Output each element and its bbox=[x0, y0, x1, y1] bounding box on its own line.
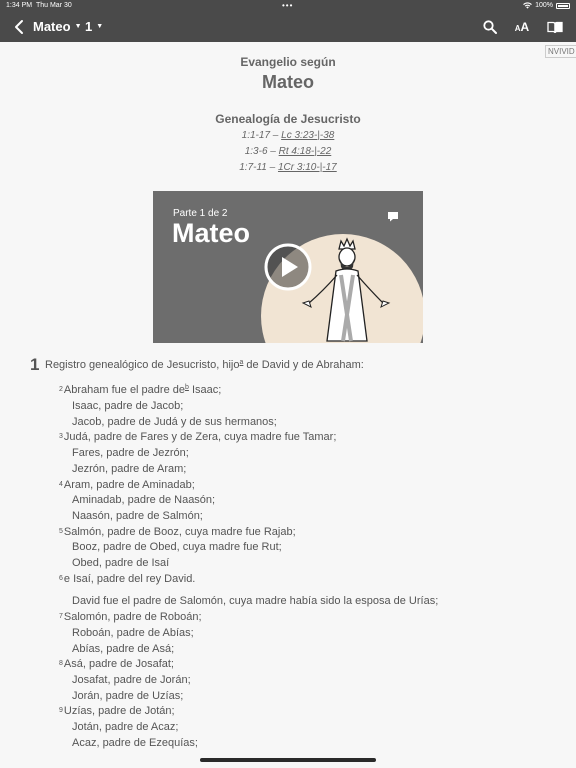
cross-reference-link[interactable]: Rt 4:18-|-22 bbox=[278, 146, 332, 157]
verse-text: David fue el padre de Salomón, cuya madre había sido la esposa de Urías; bbox=[72, 595, 439, 608]
play-icon[interactable] bbox=[264, 243, 312, 291]
cross-reference-link[interactable]: Lc 3:23-|-38 bbox=[281, 130, 335, 141]
verse-text: Roboán, padre de Abías; bbox=[72, 626, 194, 639]
open-book-icon bbox=[547, 21, 563, 34]
battery-icon bbox=[556, 3, 570, 9]
verse-line bbox=[72, 400, 183, 412]
verse-text: Aram, padre de Aminadab; bbox=[63, 478, 195, 491]
verse-text: Isaac, padre de Jacob; bbox=[72, 400, 184, 412]
caret-down-icon: ▼ bbox=[96, 23, 104, 30]
status-right bbox=[523, 2, 570, 9]
battery-percent: 100% bbox=[535, 2, 553, 9]
home-indicator[interactable] bbox=[200, 758, 376, 762]
verse-line bbox=[72, 416, 277, 428]
footnote-link[interactable]: a bbox=[239, 359, 244, 366]
reading-mode-button[interactable] bbox=[547, 19, 563, 35]
book-subtitle: Evangelio según bbox=[240, 55, 336, 69]
video-title: Mateo bbox=[172, 218, 251, 248]
verse-number: 8 bbox=[59, 660, 63, 668]
verse-number: 9 bbox=[59, 707, 63, 715]
verse-line bbox=[59, 705, 175, 717]
book-title: Mateo bbox=[261, 72, 314, 92]
verse-text: Fares, padre de Jezrón; bbox=[72, 447, 189, 460]
verse-text: Jezrón, padre de Aram; bbox=[72, 462, 187, 475]
verse-number: 7 bbox=[59, 613, 63, 621]
cross-reference: 1:3-6 – Rt 4:18-|-22 bbox=[244, 146, 332, 157]
verse-line bbox=[72, 721, 178, 733]
top-toolbar bbox=[0, 12, 576, 42]
search-button[interactable] bbox=[482, 19, 498, 35]
verse-text: Asá, padre de Josafat; bbox=[63, 658, 174, 671]
verse-line bbox=[72, 541, 282, 553]
verse-line bbox=[72, 737, 198, 749]
verse-1: Registro genealógico de Jesucristo, hijo$^a$ de David y de Abraham: bbox=[45, 359, 364, 371]
verse-line bbox=[72, 463, 186, 475]
verse-text: Obed, padre de Isaí bbox=[72, 557, 170, 569]
verse-line bbox=[72, 674, 191, 686]
verse-line bbox=[72, 690, 183, 702]
text-size-icon: AA bbox=[514, 20, 530, 34]
cross-reference: 1:1-17 – Lc 3:23-|-38 bbox=[241, 130, 335, 141]
verse-number: 3 bbox=[59, 433, 63, 441]
cross-reference-link[interactable]: 1Cr 3:10-|-17 bbox=[277, 162, 337, 173]
verse-number: 5 bbox=[59, 527, 63, 535]
verse-text: e Isaí, padre del rey David. bbox=[63, 572, 196, 585]
verse-number: 4 bbox=[59, 480, 63, 488]
search-icon bbox=[483, 20, 497, 34]
verse-text: Uzías, padre de Jotán; bbox=[63, 705, 175, 718]
section-heading: Genealogía de Jesucristo bbox=[215, 112, 361, 126]
verse-line bbox=[72, 557, 169, 569]
footnote-link[interactable]: b bbox=[185, 384, 189, 391]
status-time: 1:34 PM Thu Mar 30 bbox=[6, 2, 72, 9]
chapter-selector[interactable] bbox=[85, 19, 103, 34]
verse-number: 6 bbox=[59, 574, 63, 582]
verse-text: Jacob, padre de Judá y de sus hermanos; bbox=[72, 415, 277, 428]
back-chevron-icon[interactable] bbox=[12, 19, 26, 35]
verse-line bbox=[72, 643, 174, 655]
verse-line bbox=[72, 595, 438, 607]
verse-line bbox=[59, 611, 202, 623]
verse-line bbox=[59, 526, 296, 538]
nvivid-badge[interactable]: NVIVID bbox=[545, 45, 576, 58]
verse-line bbox=[59, 658, 174, 670]
verse-line bbox=[72, 510, 203, 522]
text-size-button[interactable] bbox=[514, 19, 530, 35]
verse-text: Booz, padre de Obed, cuya madre fue Rut; bbox=[72, 541, 282, 554]
video-thumbnail[interactable] bbox=[153, 191, 423, 343]
verse-text: Salomón, padre de Roboán; bbox=[63, 611, 202, 624]
verse-line bbox=[59, 479, 195, 491]
book-name: Mateo bbox=[33, 19, 71, 34]
chapter-number: 1 bbox=[30, 355, 40, 374]
chapter-value: 1 bbox=[85, 19, 93, 34]
book-selector[interactable] bbox=[33, 19, 82, 34]
verse-number: 2 bbox=[59, 386, 63, 393]
verse-line bbox=[72, 447, 189, 459]
verse-line bbox=[59, 573, 195, 585]
verse-text: Abías, padre de Asá; bbox=[72, 642, 175, 655]
verse-text: Acaz, padre de Ezequías; bbox=[72, 736, 198, 749]
verse-text: Naasón, padre de Salmón; bbox=[72, 509, 203, 522]
verse-line bbox=[59, 431, 336, 443]
verse-text: Josafat, padre de Jorán; bbox=[72, 673, 191, 686]
video-part-label: Parte 1 de 2 bbox=[173, 208, 228, 219]
status-bar bbox=[0, 0, 576, 12]
verse-text: Aminadab, padre de Naasón; bbox=[72, 494, 216, 507]
verse-line bbox=[72, 494, 215, 506]
verse-line bbox=[72, 627, 194, 639]
verse-text: Judá, padre de Fares y de Zera, cuya madre fue Tamar; bbox=[63, 431, 337, 444]
cross-reference: 1:7-11 – 1Cr 3:10-|-17 bbox=[239, 162, 337, 173]
verse-text: Salmón, padre de Booz, cuya madre fue Rajab; bbox=[63, 525, 296, 538]
multitask-dots[interactable]: ••• bbox=[282, 1, 294, 10]
wifi-icon bbox=[523, 2, 532, 9]
verse-line: 2Abraham fue el padre de$^b$ Isaac; bbox=[59, 384, 222, 396]
verse-text: Jotán, padre de Acaz; bbox=[72, 721, 179, 733]
caret-down-icon: ▼ bbox=[74, 23, 82, 30]
verse-text: Jorán, padre de Uzías; bbox=[72, 689, 184, 702]
chat-bookmark-icon[interactable] bbox=[387, 211, 399, 222]
